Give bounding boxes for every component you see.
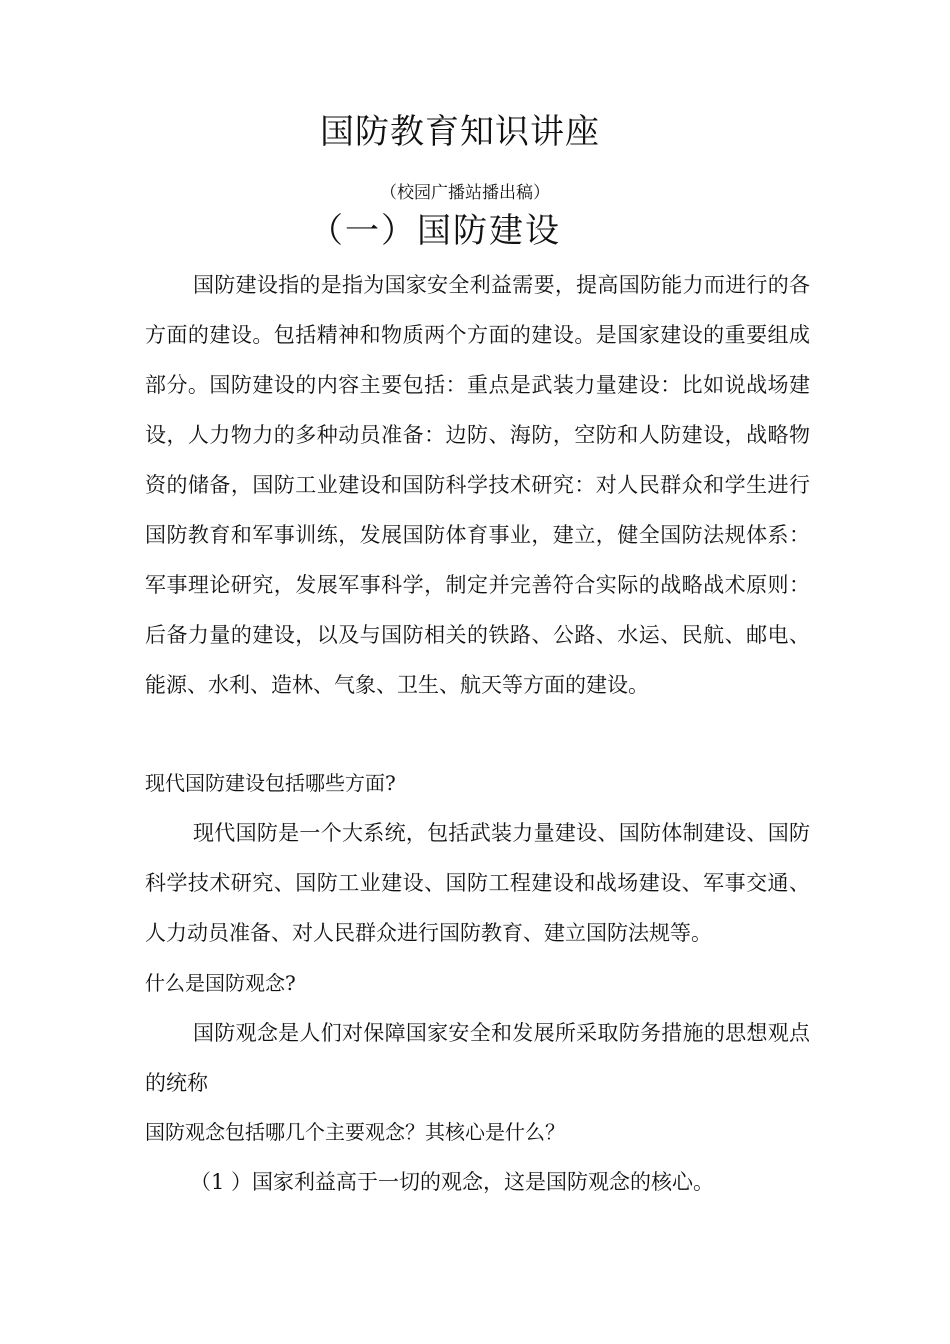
- document-subtitle: （校园广播站播出稿）: [380, 183, 550, 203]
- answer-modern-defense: 现代国防是一个大系统，包括武装力量建设、国防体制建设、国防科学技术研究、国防工业建设、国防工程建设和战场建设、军事交通、人力动员准备、对人民群众进行国防教育、建立国防法规等。: [145, 821, 810, 945]
- list-item-concept-1: （1 ）国家利益高于一切的观念，这是国防观念的核心。: [190, 1170, 715, 1194]
- question-main-concepts: 国防观念包括哪几个主要观念？其核心是什么？: [145, 1120, 565, 1144]
- section-heading: （一）国防建设: [309, 211, 561, 251]
- paragraph-national-defense-construction: 国防建设指的是指为国家安全利益需要，提高国防能力而进行的各方面的建设。包括精神和物质两个方面的建设。是国家建设的重要组成部分。国防建设的内容主要包括：重点是武装力量建设：比如说战场建设，人力物力的多种动员准备：边防、海防，空防和人防建设，战略物资的储备，国防工业建设和国防科学技术研究：对人民群众和学生进行国防教育和军事训练，发展国防体育事业，建立，健全国防法规体系：军事理论研究，发展军事科学，制定并完善符合实际的战略战术原则：后备力量的建设，以及与国防相关的铁路、公路、水运、民航、邮电、能源、水利、造林、气象、卫生、航天等方面的建设。: [145, 273, 810, 697]
- question-modern-defense: 现代国防建设包括哪些方面?: [145, 771, 396, 795]
- answer-defense-concept: 国防观念是人们对保障国家安全和发展所采取防务措施的思想观点的统称: [145, 1021, 810, 1095]
- question-defense-concept: 什么是国防观念?: [145, 971, 296, 995]
- document-title: 国防教育知识讲座: [320, 112, 600, 152]
